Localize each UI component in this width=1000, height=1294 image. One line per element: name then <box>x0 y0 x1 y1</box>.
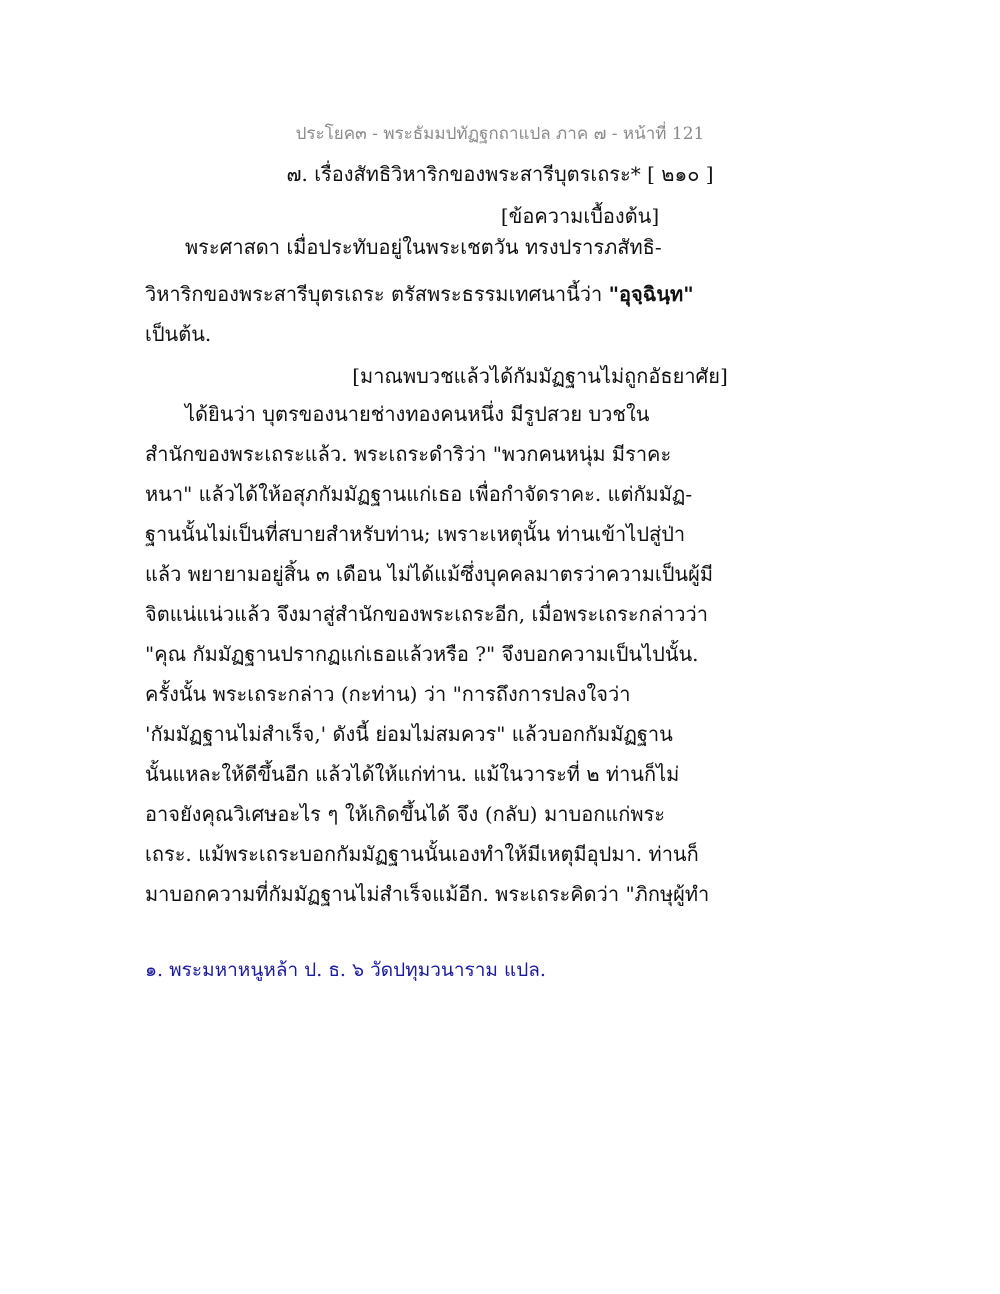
paragraph-line: ครั้งนั้น พระเถระกล่าว (กะท่าน) ว่า "การถึงการปลงใจว่า <box>145 682 631 706</box>
footnote: ๑. พระมหาหนูหล้า ป. ธ. ๖ วัดปทุมวนาราม แปล. <box>145 959 546 981</box>
page-header: ประโยค๓ - พระธัมมปทัฏฐกถาแปล ภาค ๗ - หน้าที่ 121 <box>295 124 705 144</box>
paragraph-line: เป็นต้น. <box>145 322 212 346</box>
paragraph-line: จิตแน่แน่วแล้ว จึงมาสู่สำนักของพระเถระอีก, เมื่อพระเถระกล่าวว่า <box>145 602 708 626</box>
section-heading-intro: [ข้อความเบื้องต้น] <box>500 204 660 228</box>
paragraph-line: "คุณ กัมมัฏฐานปรากฏแก่เธอแล้วหรือ ?" จึงบอกความเป็นไปนั้น. <box>145 642 699 666</box>
paragraph-line: ได้ยินว่า บุตรของนายช่างทองคนหนึ่ง มีรูปสวย บวชใน <box>185 402 650 426</box>
paragraph-line: หนา" แล้วได้ให้อสุภกัมมัฏฐานแก่เธอ เพื่อกำจัดราคะ. แต่กัมมัฏ- <box>145 482 693 506</box>
paragraph-line: 'กัมมัฏฐานไม่สำเร็จ,' ดังนี้ ย่อมไม่สมควร" แล้วบอกกัมมัฏฐาน <box>145 722 673 746</box>
paragraph-line: อาจยังคุณวิเศษอะไร ๆ ให้เกิดขึ้นได้ จึง (กลับ) มาบอกแก่พระ <box>145 802 665 826</box>
section-heading-ordination: [มาณพบวชแล้วได้กัมมัฏฐานไม่ถูกอัธยาศัย] <box>352 364 728 388</box>
paragraph-line: สำนักของพระเถระแล้ว. พระเถระดำริว่า "พวกคนหนุ่ม มีราคะ <box>145 442 672 466</box>
pali-keyword: "อุจฺฉินฺท" <box>608 282 694 306</box>
paragraph-line: มาบอกความที่กัมมัฏฐานไม่สำเร็จแม้อีก. พระเถระคิดว่า "ภิกษุผู้ทำ <box>145 882 710 906</box>
story-title: ๗. เรื่องสัทธิวิหาริกของพระสารีบุตรเถระ* [ ๒๑๐ ] <box>286 162 714 186</box>
paragraph-line: แล้ว พยายามอยู่สิ้น ๓ เดือน ไม่ได้แม้ซึ่งบุคคลมาตรว่าความเป็นผู้มี <box>145 562 714 586</box>
paragraph-line: ฐานนั้นไม่เป็นที่สบายสำหรับท่าน; เพราะเหตุนั้น ท่านเข้าไปสู่ป่า <box>145 522 686 546</box>
paragraph-line <box>145 280 865 308</box>
paragraph-line: เถระ. แม้พระเถระบอกกัมมัฏฐานนั้นเองทำให้มีเหตุมีอุปมา. ท่านก็ <box>145 842 699 866</box>
paragraph-line: นั้นแหละให้ดีขึ้นอีก แล้วได้ให้แก่ท่าน. แม้ในวาระที่ ๒ ท่านก็ไม่ <box>145 762 680 786</box>
paragraph-text: วิหาริกของพระสารีบุตรเถระ ตรัสพระธรรมเทศนานี้ว่า <box>145 282 609 306</box>
paragraph-line: พระศาสดา เมื่อประทับอยู่ในพระเชตวัน ทรงปรารภสัทธิ- <box>185 235 662 259</box>
